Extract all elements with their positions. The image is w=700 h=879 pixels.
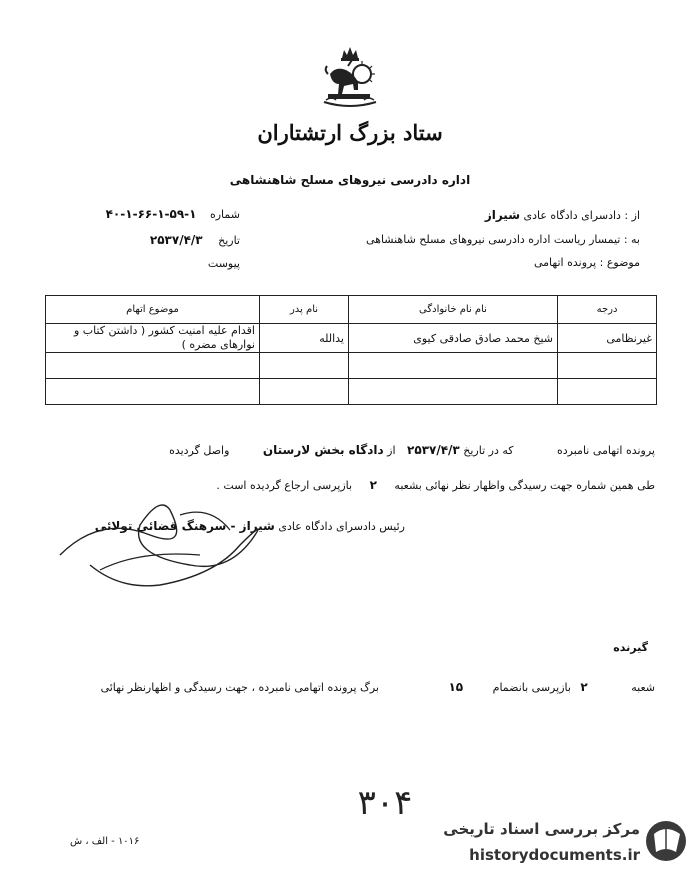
para2-branch: ۲: [369, 478, 377, 492]
header-rank: درجه: [558, 296, 657, 324]
department-title: اداره دادرسی نیروهای مسلح شاهنشاهی: [229, 173, 471, 187]
receipt-mid: بازپرسی بانضمام: [492, 681, 571, 694]
header-father-name: نام پدر: [260, 296, 349, 324]
from-line: [280, 208, 640, 222]
handwritten-signature: [40, 495, 280, 590]
table-row: [46, 353, 657, 379]
stamp-name: شیراز - سرهنگ قضائی تولائی: [94, 519, 275, 533]
organization-title: ستاد بزرگ ارتشتاران: [257, 120, 443, 145]
archive-watermark-logo: [418, 812, 690, 870]
attachment-label: پیوست: [207, 257, 240, 270]
cell-full-name: شیخ محمد صادق صادقی کیوی: [349, 324, 558, 353]
attachment-line: [60, 257, 240, 270]
recipient-title: گیرنده: [613, 641, 648, 654]
form-code: ۱۰۱۶ - الف ، ش: [70, 836, 140, 847]
date-value: ۲۵۳۷/۴/۳: [149, 233, 203, 247]
para1-date: ۲۵۳۷/۴/۳: [407, 443, 460, 457]
receipt-end: برگ پرونده اتهامی نامبرده ، جهت رسیدگی و اظهارنظر نهائی: [100, 681, 379, 694]
subject-line: موضوع : پرونده اتهامی: [534, 256, 640, 269]
table-row: [46, 379, 657, 405]
cell-charge: اقدام علیه امنیت کشور ( داشتن کتاب و نوارهای مضره ): [46, 324, 260, 353]
stamp-prefix: رئیس دادسرای دادگاه عادی: [278, 520, 405, 533]
para1-end: واصل گردیده: [169, 444, 230, 457]
table-row: [46, 324, 657, 353]
para2-lead: طی همین شماره جهت رسیدگی واظهار نظر نهائی بشعبه: [394, 479, 655, 492]
number-value: ۱-۵۹-۱-۶۶-۱-۴۰: [105, 207, 197, 221]
para1-lead: پرونده اتهامی نامبرده: [557, 444, 655, 457]
number-line: [60, 207, 240, 221]
cell-rank: غیرنظامی: [558, 324, 657, 353]
receipt-pages: ۱۵: [448, 680, 464, 694]
number-label: شماره: [209, 208, 240, 221]
para1-mid: که در تاریخ: [463, 444, 514, 457]
body-paragraph-referral: [35, 478, 655, 492]
date-label: تاریخ: [218, 234, 240, 247]
receipt-branch-no: ۲: [580, 680, 588, 694]
lion-and-sun-emblem-icon: [318, 44, 382, 110]
para1-from: از: [387, 444, 396, 457]
watermark-line1: مرکز بررسی اسناد تاریخی: [443, 820, 640, 838]
header-charge: موضوع اتهام: [46, 296, 260, 324]
accused-table: [45, 295, 657, 405]
body-paragraph-received: [35, 443, 655, 457]
date-line: [60, 233, 240, 247]
cell-father-name: یدالله: [260, 324, 349, 353]
from-label: از : دادسرای دادگاه عادی: [523, 209, 640, 222]
hand-number-text: ۳۰۴: [357, 783, 413, 823]
receipt-line: [15, 680, 655, 694]
from-city: شیراز: [484, 208, 520, 222]
para1-court: دادگاه بخش لارستان: [262, 443, 384, 457]
watermark-line2: historydocuments.ir: [469, 846, 640, 864]
header-full-name: نام نام خانوادگی: [349, 296, 558, 324]
to-line: به : تیمسار ریاست اداره دادرسی نیروهای مسلح شاهنشاهی: [365, 233, 640, 246]
para2-end: بازپرسی ارجاع گردیده است .: [216, 479, 353, 492]
receipt-branch-label: شعبه: [631, 681, 655, 694]
table-header-row: [46, 296, 657, 324]
